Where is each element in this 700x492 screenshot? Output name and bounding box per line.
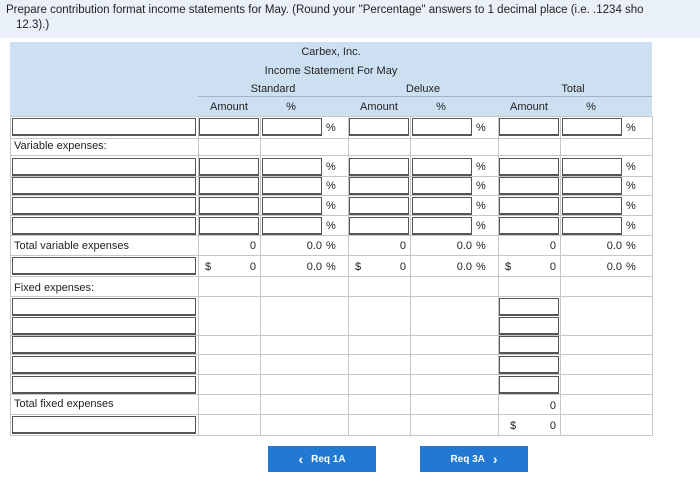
tot-contribution-percent: 0.0 [606, 261, 622, 273]
grid-line [10, 414, 652, 415]
total-fixed-expenses-label: Total fixed expenses [14, 398, 114, 410]
std-sales-amount-input[interactable] [199, 118, 259, 136]
percent-sign: % [476, 261, 486, 273]
std-variable-percent-input[interactable] [262, 197, 322, 215]
group-total: Total [561, 83, 585, 95]
tot-net-income-amount: 0 [549, 420, 556, 432]
tot-variable-percent-input[interactable] [562, 177, 622, 195]
tot-variable-percent-input[interactable] [562, 158, 622, 176]
col-std-amount: Amount [210, 101, 248, 113]
percent-sign: % [476, 220, 486, 232]
tot-fixed-amount-input[interactable] [499, 356, 559, 374]
std-variable-amount-input[interactable] [199, 217, 259, 235]
fixed-expense-label-input[interactable] [12, 317, 196, 335]
grid-column-line [652, 116, 653, 436]
std-sales-percent-input[interactable] [262, 118, 322, 136]
instructions-line-2: 12.3).) [16, 19, 50, 31]
tot-variable-amount-input[interactable] [499, 177, 559, 195]
grid-line [10, 215, 652, 216]
dollar-sign: $ [205, 261, 212, 273]
percent-sign: % [626, 180, 636, 192]
percent-sign: % [326, 220, 336, 232]
dlx-contribution-amount: 0 [399, 261, 406, 273]
std-total-variable-percent: 0.0 [306, 240, 322, 252]
percent-sign: % [476, 161, 486, 173]
grid-column-line [410, 116, 411, 436]
col-dlx-amount: Amount [360, 101, 398, 113]
tot-total-variable-percent: 0.0 [606, 240, 622, 252]
variable-expense-label-input[interactable] [12, 158, 196, 176]
percent-sign: % [326, 180, 336, 192]
grid-line [10, 394, 652, 395]
fixed-expense-label-input[interactable] [12, 336, 196, 354]
percent-sign: % [476, 180, 486, 192]
percent-sign: % [626, 220, 636, 232]
grid-line [10, 435, 652, 436]
dlx-variable-percent-input[interactable] [412, 177, 472, 195]
tot-fixed-amount-input[interactable] [499, 336, 559, 354]
variable-expense-label-input[interactable] [12, 197, 196, 215]
dlx-sales-amount-input[interactable] [349, 118, 409, 136]
dlx-total-variable-amount: 0 [399, 240, 406, 252]
std-variable-percent-input[interactable] [262, 217, 322, 235]
std-variable-percent-input[interactable] [262, 158, 322, 176]
fixed-expenses-label: Fixed expenses: [14, 282, 95, 294]
col-tot-amount: Amount [510, 101, 548, 113]
next-req-label: Req 3A [450, 453, 485, 465]
fixed-expense-label-input[interactable] [12, 298, 196, 316]
percent-sign: % [626, 122, 636, 134]
contribution-margin-label-input[interactable] [12, 257, 196, 275]
tot-total-variable-amount: 0 [549, 240, 556, 252]
variable-expense-label-input[interactable] [12, 177, 196, 195]
percent-sign: % [326, 122, 336, 134]
dlx-variable-amount-input[interactable] [349, 197, 409, 215]
grid-line [10, 296, 652, 297]
grid-column-line [560, 116, 561, 436]
dlx-variable-amount-input[interactable] [349, 217, 409, 235]
percent-sign: % [476, 200, 486, 212]
variable-expenses-label: Variable expenses: [14, 140, 107, 152]
fixed-expense-label-input[interactable] [12, 356, 196, 374]
percent-sign: % [626, 200, 636, 212]
instructions [0, 0, 700, 38]
dollar-sign: $ [510, 420, 517, 432]
tot-total-fixed-amount: 0 [549, 400, 556, 412]
variable-expense-label-input[interactable] [12, 217, 196, 235]
percent-sign: % [476, 240, 486, 252]
grid-line [10, 155, 652, 156]
tot-variable-percent-input[interactable] [562, 197, 622, 215]
tot-fixed-amount-input[interactable] [499, 317, 559, 335]
percent-sign: % [476, 122, 486, 134]
std-variable-amount-input[interactable] [199, 197, 259, 215]
statement-title: Income Statement For May [264, 65, 398, 77]
tot-fixed-amount-input[interactable] [499, 376, 559, 394]
dlx-contribution-percent: 0.0 [456, 261, 472, 273]
chevron-left-icon: ‹ [298, 451, 304, 467]
tot-fixed-amount-input[interactable] [499, 298, 559, 316]
total-variable-expenses-label: Total variable expenses [14, 240, 129, 252]
company-name: Carbex, Inc. [301, 46, 361, 58]
std-variable-percent-input[interactable] [262, 177, 322, 195]
tot-variable-amount-input[interactable] [499, 158, 559, 176]
dlx-total-variable-percent: 0.0 [456, 240, 472, 252]
tot-variable-percent-input[interactable] [562, 217, 622, 235]
percent-sign: % [326, 161, 336, 173]
fixed-expense-label-input[interactable] [12, 376, 196, 394]
dlx-variable-amount-input[interactable] [349, 158, 409, 176]
grid-column-line [260, 116, 261, 436]
std-contribution-amount: 0 [249, 261, 256, 273]
std-contribution-percent: 0.0 [306, 261, 322, 273]
percent-sign: % [626, 261, 636, 273]
col-std-percent: % [286, 101, 296, 113]
next-req-button[interactable] [420, 446, 528, 472]
prev-req-label: Req 1A [311, 453, 346, 465]
grid-line [10, 116, 652, 117]
dollar-sign: $ [355, 261, 362, 273]
col-dlx-percent: % [436, 101, 446, 113]
tot-variable-amount-input[interactable] [499, 217, 559, 235]
income-statement-sheet [10, 42, 680, 492]
dlx-variable-percent-input[interactable] [412, 158, 472, 176]
dlx-sales-percent-input[interactable] [412, 118, 472, 136]
grid-line [10, 195, 652, 196]
percent-sign: % [326, 240, 336, 252]
grid-line [10, 255, 652, 256]
std-variable-amount-input[interactable] [199, 177, 259, 195]
tot-variable-amount-input[interactable] [499, 197, 559, 215]
grid-line [10, 354, 652, 355]
tot-contribution-amount: 0 [549, 261, 556, 273]
dlx-variable-percent-input[interactable] [412, 197, 472, 215]
percent-sign: % [326, 261, 336, 273]
dlx-variable-percent-input[interactable] [412, 217, 472, 235]
grid-line [10, 374, 652, 375]
prev-req-button[interactable] [268, 446, 376, 472]
grid-line [10, 235, 652, 236]
std-total-variable-amount: 0 [249, 240, 256, 252]
percent-sign: % [626, 240, 636, 252]
col-tot-percent: % [586, 101, 596, 113]
percent-sign: % [626, 161, 636, 173]
net-income-label-input[interactable] [12, 416, 196, 434]
chevron-right-icon: › [492, 451, 498, 467]
dlx-variable-amount-input[interactable] [349, 177, 409, 195]
grid-line [10, 276, 652, 277]
grid-column-line [10, 116, 11, 436]
tot-sales-percent-input[interactable] [562, 118, 622, 136]
std-variable-amount-input[interactable] [199, 158, 259, 176]
grid-line [10, 138, 652, 139]
percent-sign: % [326, 200, 336, 212]
tot-sales-amount-input[interactable] [499, 118, 559, 136]
group-deluxe: Deluxe [405, 83, 441, 95]
sales-label-input[interactable] [12, 118, 196, 136]
group-standard: Standard [250, 83, 296, 95]
dollar-sign: $ [505, 261, 512, 273]
group-underline [198, 96, 652, 97]
instructions-line-1: Prepare contribution format income statements for May. (Round your "Percentage" answers to 1 decimal place (i.e. .1234 sho [6, 4, 644, 16]
